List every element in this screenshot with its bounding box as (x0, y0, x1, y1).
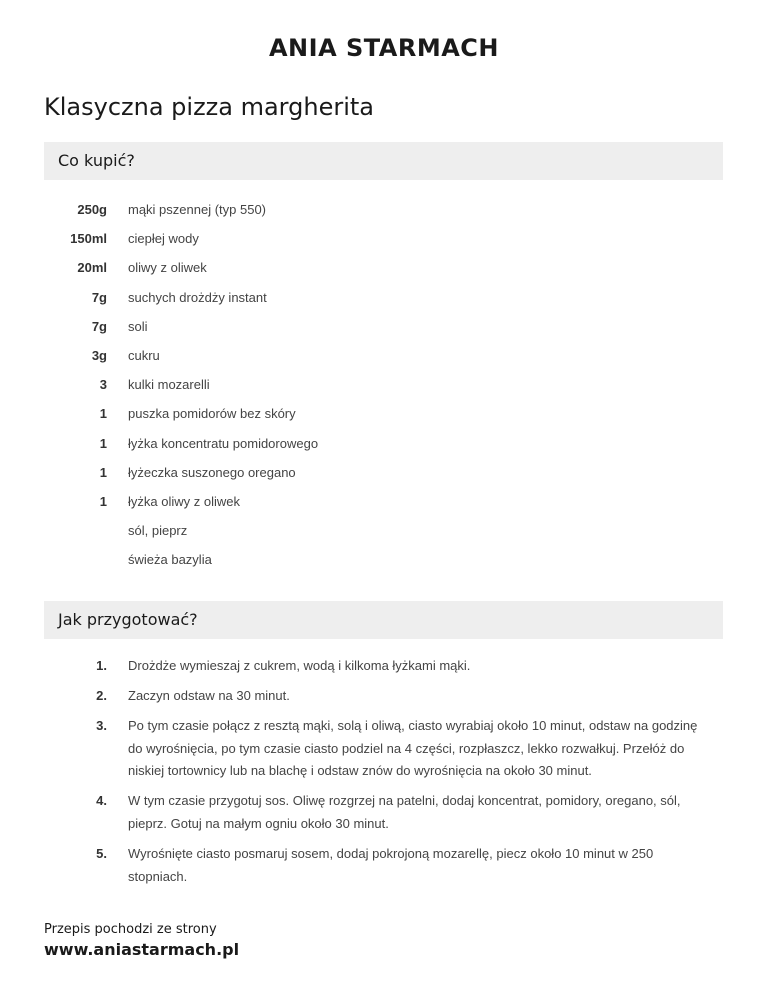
ingredient-qty: 1 (99, 406, 107, 422)
ingredient-row (44, 399, 723, 428)
step-row (44, 655, 723, 678)
source-url-link[interactable]: www.aniastarmach.pl (44, 940, 240, 959)
ingredient-row (44, 224, 723, 253)
ingredient-qty: 1 (99, 435, 107, 451)
ingredient-row (44, 545, 723, 574)
ingredient-row (44, 487, 723, 516)
step-row (44, 790, 723, 835)
ingredient-name: sól, pieprz (128, 523, 188, 539)
ingredient-row (44, 253, 723, 282)
steps-header: Jak przygotować? (44, 601, 723, 639)
ingredient-name: łyżka oliwy z oliwek (128, 493, 240, 509)
ingredient-row (44, 370, 723, 399)
ingredient-qty: 150ml (70, 231, 107, 247)
ingredient-name: mąki pszennej (typ 550) (128, 202, 267, 218)
ingredient-qty: 1 (99, 464, 107, 480)
ingredient-name: soli (128, 318, 148, 334)
ingredient-qty: 7g (91, 289, 107, 305)
step-text: Wyrośnięte ciasto posmaruj sosem, dodaj pokrojoną mozarellę, piecz około 10 minut w 250 stopniach. (128, 846, 654, 884)
ingredient-row (44, 283, 723, 312)
step-row (44, 685, 723, 708)
ingredient-qty: 3 (99, 377, 107, 393)
ingredient-row (44, 458, 723, 487)
ingredient-name: świeża bazylia (128, 552, 212, 568)
steps-list (44, 655, 723, 896)
ingredient-row (44, 429, 723, 458)
ingredient-name: łyżka koncentratu pomidorowego (128, 435, 319, 451)
ingredient-row (44, 195, 723, 224)
ingredient-name: suchych drożdży instant (128, 289, 267, 305)
source-label: Przepis pochodzi ze strony (44, 922, 217, 937)
step-number: 2. (96, 688, 107, 704)
ingredient-row (44, 341, 723, 370)
ingredient-name: ciepłej wody (128, 231, 199, 247)
step-text: Po tym czasie połącz z resztą mąki, solą i oliwą, ciasto wyrabiaj około 10 minut, odstaw na godzinę do wyrośnięcia, po tym czasie ciasto podziel na 4 części, rozpłaszcz, lekko rozwałkuj. Przełóż do niskiej tortownicy lub na blachę i odstaw znów do wyrośnięcia na około 30 minut. (128, 718, 698, 779)
ingredient-row (44, 312, 723, 341)
step-number: 4. (96, 793, 107, 809)
step-text: Drożdże wymieszaj z cukrem, wodą i kilkoma łyżkami mąki. (128, 658, 471, 673)
step-number: 3. (96, 718, 107, 734)
ingredient-name: oliwy z oliwek (128, 260, 207, 276)
ingredient-name: kulki mozarelli (128, 377, 210, 393)
ingredient-name: łyżeczka suszonego oregano (128, 464, 296, 480)
ingredients-header: Co kupić? (44, 142, 723, 180)
step-number: 5. (96, 846, 107, 862)
step-row (44, 715, 723, 783)
step-row (44, 843, 723, 888)
ingredient-qty: 250g (77, 202, 107, 218)
ingredient-qty: 7g (91, 318, 107, 334)
brand-logo-text: ANIA STARMACH (268, 34, 500, 62)
ingredient-row (44, 516, 723, 545)
step-number: 1. (96, 658, 107, 673)
recipe-title: Klasyczna pizza margherita (44, 93, 374, 121)
step-text: W tym czasie przygotuj sos. Oliwę rozgrzej na patelni, dodaj koncentrat, pomidory, oregano, sól, pieprz. Gotuj na małym ogniu około 30 minut. (128, 793, 681, 832)
ingredients-list (44, 195, 723, 574)
ingredient-name: cukru (128, 348, 160, 364)
ingredient-name: puszka pomidorów bez skóry (128, 406, 296, 422)
ingredient-qty: 1 (99, 493, 107, 509)
ingredient-qty: 3g (91, 348, 107, 364)
step-text: Zaczyn odstaw na 30 minut. (128, 688, 290, 704)
ingredient-qty: 20ml (77, 260, 107, 276)
